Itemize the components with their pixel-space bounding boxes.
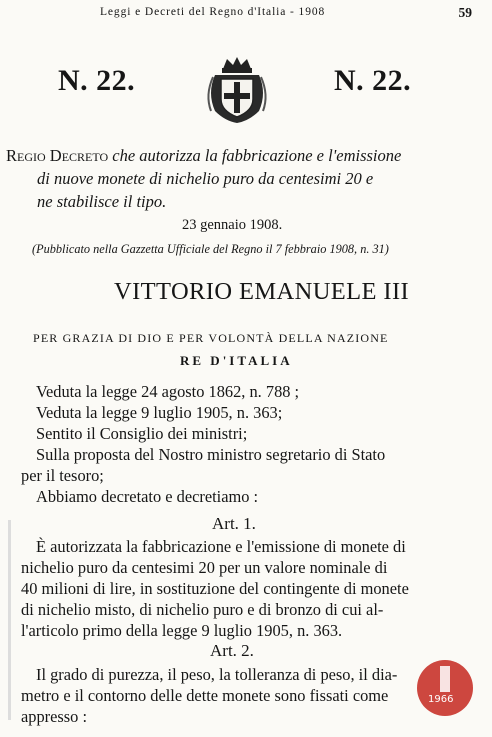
preamble-line: Sentito il Consiglio dei ministri; xyxy=(36,424,248,443)
decree-number-left: N. 22. xyxy=(58,64,136,97)
preamble-line: Veduta la legge 24 agosto 1862, n. 788 ; xyxy=(36,382,300,401)
preamble-line: per il tesoro; xyxy=(21,466,104,485)
watermark-text: 1966 xyxy=(428,694,454,705)
decree-date: 23 gennaio 1908. xyxy=(182,217,283,233)
king-name: VITTORIO EMANUELE III xyxy=(114,278,410,305)
preamble-line: Sulla proposta del Nostro ministro segretario di Stato xyxy=(36,445,386,464)
watermark-stamp-icon xyxy=(415,658,475,718)
article-1-heading: Art. 1. xyxy=(212,514,256,533)
running-header: Leggi e Decreti del Regno d'Italia - 1908 xyxy=(100,6,326,18)
decree-number-right: N. 22. xyxy=(334,64,412,97)
margin-shadow xyxy=(8,520,11,720)
preamble-line: Abbiamo decretato e decretiamo : xyxy=(36,487,259,506)
publication-note: (Pubblicato nella Gazzetta Ufficiale del Regno il 7 febbraio 1908, n. 31) xyxy=(32,242,389,256)
article-1-line: di nichelio misto, di nichelio puro e di bronzo di cui al- xyxy=(21,600,384,619)
article-2-heading: Art. 2. xyxy=(210,641,254,660)
article-1-line: nichelio puro da centesimi 20 per un valore nominale di xyxy=(21,558,388,577)
decree-title-line-3: ne stabilisce il tipo. xyxy=(37,192,167,211)
page-number: 59 xyxy=(458,5,472,20)
article-2-line: metro e il contorno delle dette monete sono fissati come xyxy=(21,686,389,705)
grace-formula: PER GRAZIA DI DIO E PER VOLONTÀ DELLA NAZIONE xyxy=(33,331,389,345)
article-2-line: Il grado di purezza, il peso, la tolleranza di peso, il dia- xyxy=(36,665,398,684)
article-2-line: appresso : xyxy=(21,707,88,726)
article-1-line: È autorizzata la fabbricazione e l'emissione di monete di xyxy=(36,537,406,556)
re-d-italia: RE D'ITALIA xyxy=(180,353,293,368)
decree-title-line-1: Regio Decreto che autorizza la fabbricazione e l'emissione xyxy=(6,146,402,165)
decree-title-line-2: di nuove monete di nichelio puro da centesimi 20 e xyxy=(37,169,374,188)
article-1-line: 40 milioni di lire, in sostituzione del contingente di monete xyxy=(21,579,409,598)
article-1-line: l'articolo primo della legge 9 luglio 1905, n. 363. xyxy=(21,621,343,640)
preamble-line: Veduta la legge 9 luglio 1905, n. 363; xyxy=(36,403,283,422)
savoy-crest-icon xyxy=(203,55,271,125)
